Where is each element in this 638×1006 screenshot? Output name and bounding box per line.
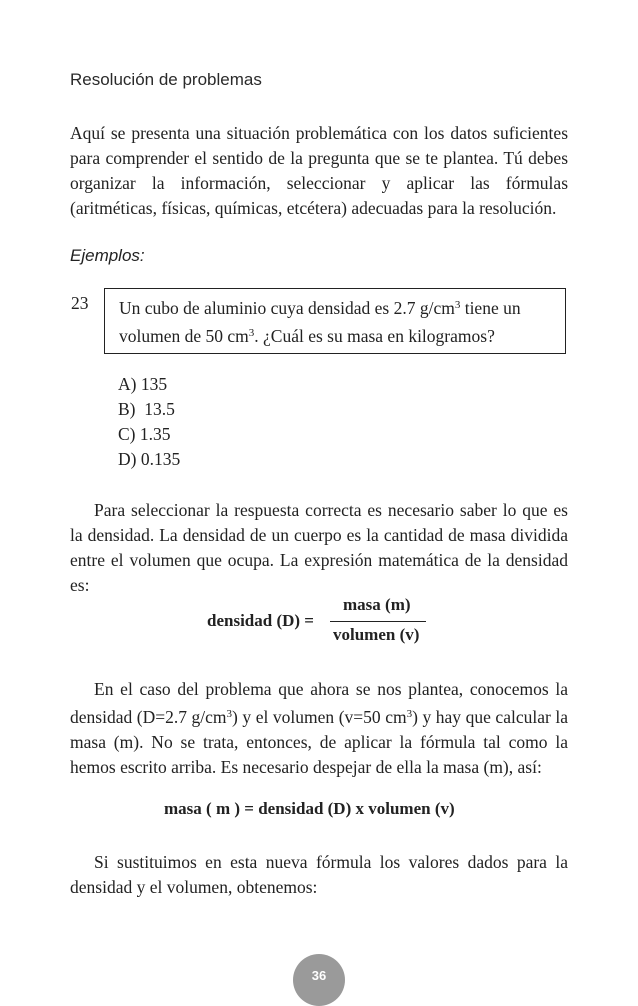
option-d: D) 0.135 — [118, 449, 181, 469]
density-explanation: Para seleccionar la respuesta correcta es necesario saber lo que es la densidad. La densidad de un cuerpo es la cantidad de masa dividida entre el volumen que ocupa. La expresión matemática de la densidad es: — [70, 500, 568, 595]
question-text-part: tiene un volumen de 50 cm — [119, 298, 521, 346]
explanation-text-part: En el caso del problema que ahora se nos plantea, conocemos la densidad (D=2.7 g/cm — [70, 679, 568, 727]
problem-explanation — [70, 677, 568, 780]
intro-paragraph: Aquí se presenta una situación problemática con los datos suficientes para comprender el sentido de la pregunta que se te plantea. Tú debes organizar la información, seleccionar y aplicar las fórmulas (aritméticas, físicas, químicas, etcétera) adecuadas para la resolución. — [70, 123, 568, 218]
fraction-bar — [330, 621, 426, 622]
density-formula — [0, 594, 638, 650]
question-box — [104, 288, 566, 354]
superscript: 3 — [248, 327, 255, 339]
superscript: 3 — [454, 299, 461, 311]
option-b: B) 13.5 — [118, 399, 175, 419]
formula-numerator: masa (m) — [343, 595, 411, 614]
option-a: A) 135 — [118, 374, 168, 394]
explanation-text-part: ) y el volumen (v=50 cm — [232, 707, 407, 727]
formula-denominator: volumen (v) — [333, 625, 420, 644]
formula-lhs: densidad (D) = — [207, 611, 314, 630]
substitution-paragraph: Si sustituimos en esta nueva fórmula los valores dados para la densidad y el volumen, obtenemos: — [70, 852, 568, 897]
superscript: 3 — [406, 708, 413, 720]
option-c: C) 1.35 — [118, 424, 171, 444]
answer-options — [118, 372, 180, 472]
question-number: 23 — [71, 293, 89, 313]
section-heading: Resolución de problemas — [70, 70, 262, 89]
mass-formula: masa ( m ) = densidad (D) x volumen (v) — [164, 799, 455, 818]
question-text-part: Un cubo de aluminio cuya densidad es 2.7 g/cm — [119, 298, 455, 318]
superscript: 3 — [226, 708, 233, 720]
examples-label: Ejemplos: — [70, 246, 145, 265]
page-number-badge: 36 — [293, 954, 345, 1006]
question-text-part: . ¿Cuál es su masa en kilogramos? — [254, 326, 495, 346]
explanation-text-part: ) y hay que calcular la masa (m). No se trata, entonces, de aplicar la fórmula tal como la hemos escrito arriba. Es necesario despejar de ella la masa (m), así: — [70, 707, 568, 777]
